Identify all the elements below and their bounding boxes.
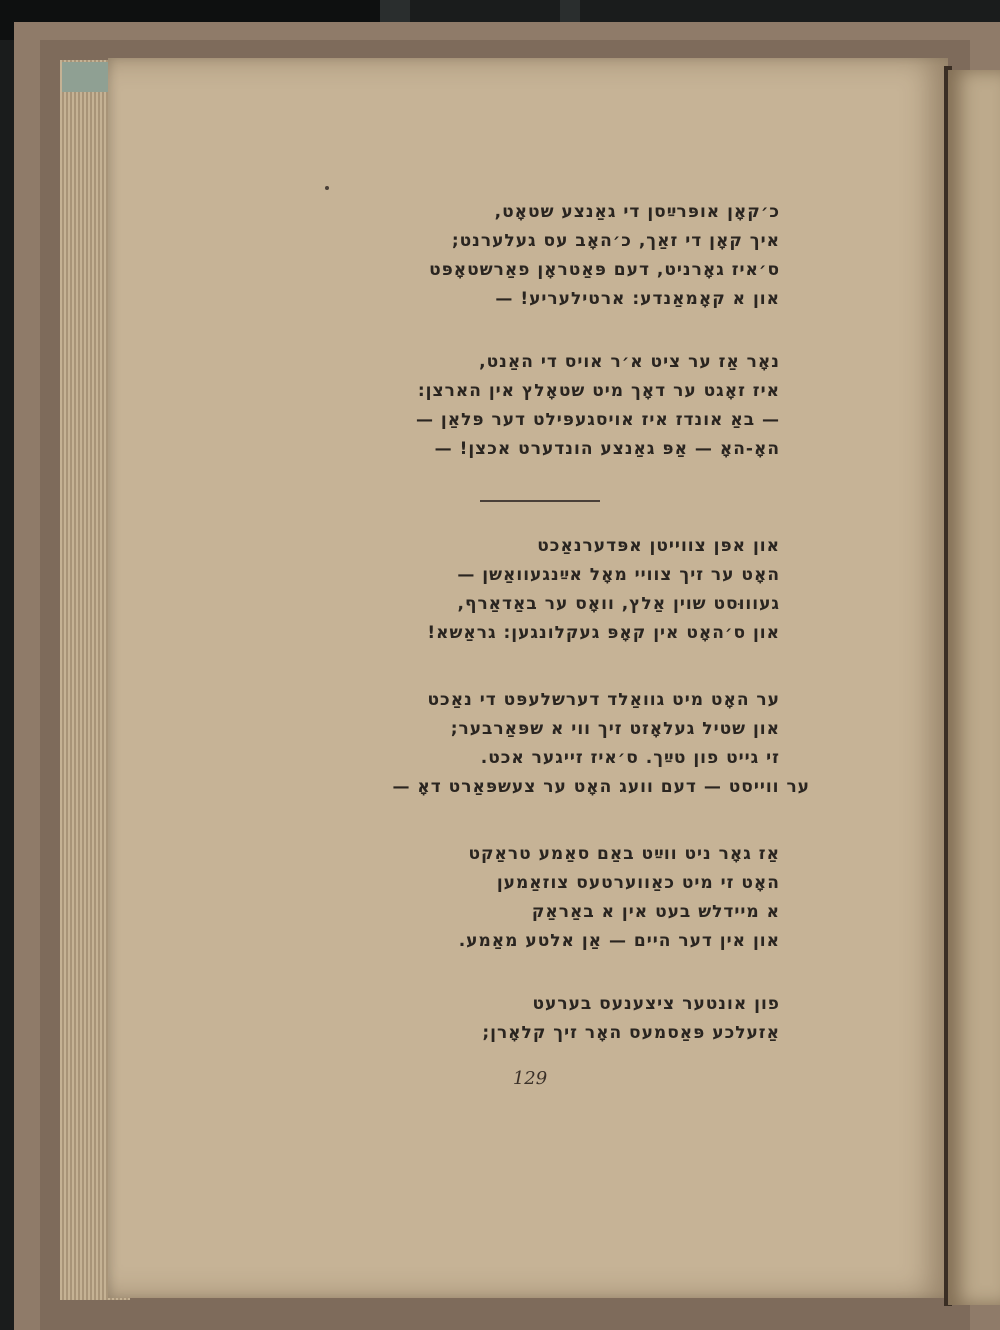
poem-line: און שטיל געלאָזט זיך ווי א שפּאַרבער; bbox=[450, 719, 780, 739]
poem-line: האָט ער זיך צוויי מאָל אײַנגעוואַשן — bbox=[457, 565, 780, 585]
section-divider bbox=[480, 500, 600, 502]
facing-page bbox=[948, 70, 1000, 1305]
ink-speck bbox=[325, 186, 329, 190]
stanza-2 bbox=[250, 348, 780, 464]
poem-line: א מיידלש בעט אין א באַראַק bbox=[531, 902, 780, 922]
poem-line: איך קאָן די זאַך, כ׳האָב עס געלערנט; bbox=[451, 231, 780, 251]
stanza-5 bbox=[250, 840, 780, 956]
poem-line: אַזעלכע פּאַסמעס האָר זיך קלאָרן; bbox=[482, 1023, 780, 1043]
stanza-1 bbox=[250, 198, 780, 314]
poem-line: ער ווייסט — דעם וועג האָט ער צעשפּאַרט דאָ — bbox=[392, 777, 810, 797]
stanza-4 bbox=[250, 686, 810, 802]
poem-line: און א קאָמאַנדע: ארטילעריע! — bbox=[495, 289, 780, 309]
poem-line: נאָר אַז ער ציט א׳ר אויס די האַנט, bbox=[479, 352, 780, 372]
poem-line: און ס׳האָט אין קאָפּ געקלונגען: גראַשא! bbox=[427, 623, 780, 643]
poem-line: און אפּן צווייטן אפּדערנאַכט bbox=[537, 536, 780, 556]
stanza-6 bbox=[250, 990, 780, 1048]
poem-line: ער האָט מיט גוואַלד דערשלעפּט די נאַכט bbox=[427, 690, 780, 710]
poem-line: אַז גאָר ניט ווײַט באַם סאַמע טראַקט bbox=[468, 844, 780, 864]
poem-line: האָט זי מיט כאַווערטעס צוזאַמען bbox=[496, 873, 780, 893]
poem-line: כ׳קאָן אופּרײַסן די גאַנצע שטאָט, bbox=[494, 202, 780, 222]
poem-line: האָ-האָ — אַפּ גאַנצע הונדערט אכצן! — bbox=[434, 439, 780, 459]
poem-line: — באַ אונדז איז אויסגעפּילט דער פּלאַן — bbox=[415, 410, 780, 430]
stanza-3 bbox=[250, 532, 780, 648]
poem-line: און אין דער היים — אַן אלטע מאַמע. bbox=[458, 931, 780, 951]
poem-line: איז זאָגט ער דאָך מיט שטאָלץ אין הארצן: bbox=[417, 381, 780, 401]
poem-line: זי גייט פון טײַך. ס׳איז זייגער אכט. bbox=[480, 748, 780, 768]
poem-line: פון אונטער ציצענעס בערעט bbox=[532, 994, 780, 1014]
poem-line: ס׳איז גאָרניט, דעם פּאַטראָן פאַרשטאָפּט bbox=[429, 260, 780, 280]
page-number: 129 bbox=[512, 1068, 548, 1089]
poem-line: געוווּסט שוין אַלץ, וואָס ער באַדאַרף, bbox=[457, 594, 780, 614]
